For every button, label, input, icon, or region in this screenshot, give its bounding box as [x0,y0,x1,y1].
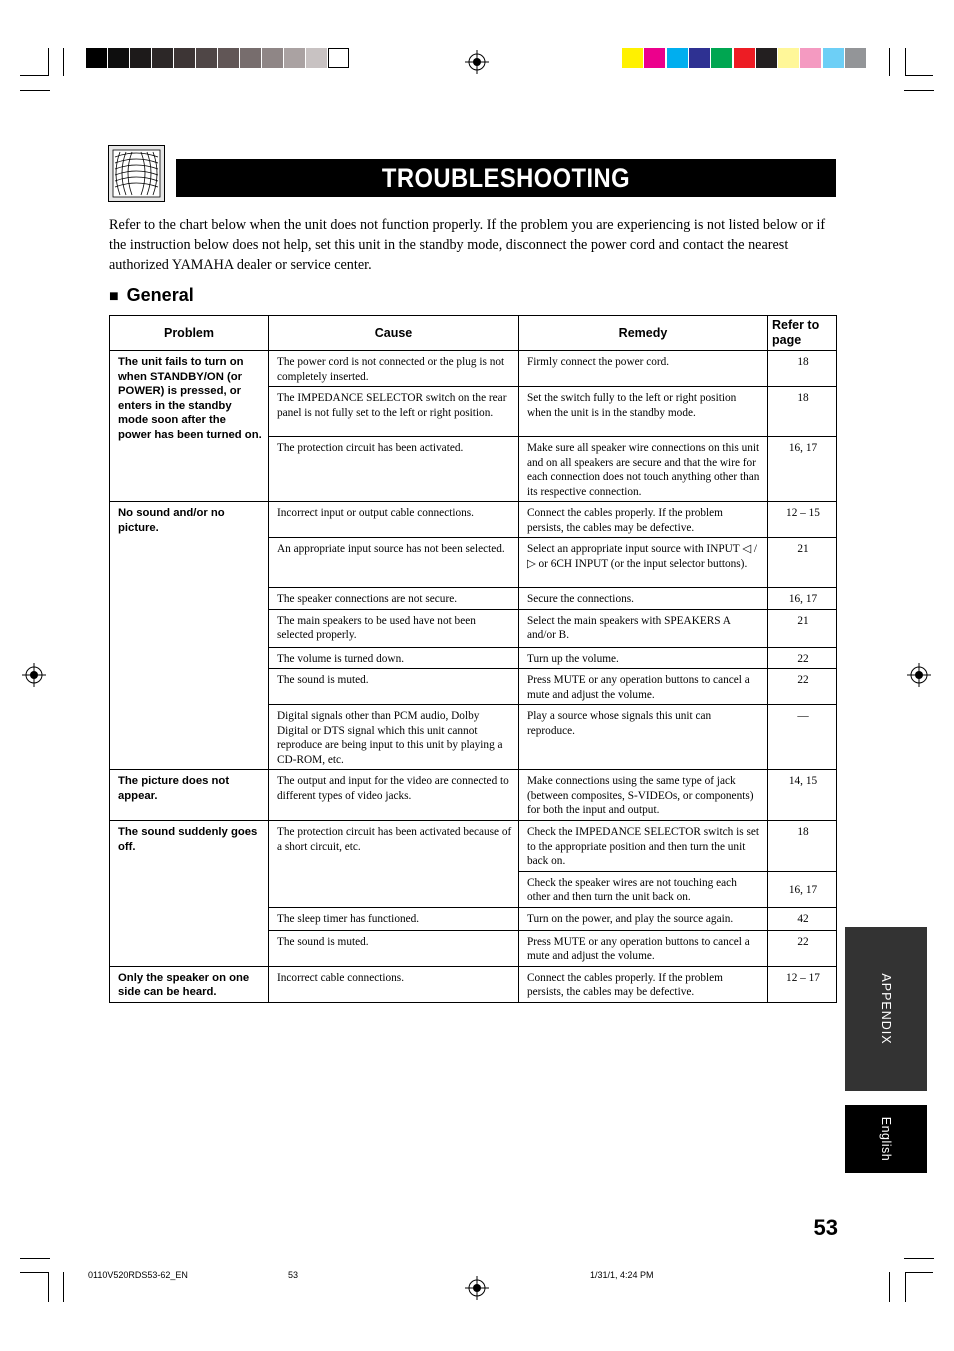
troubleshooting-table [109,315,837,1003]
remedy-cell: Connect the cables properly. If the problem persists, the cables may be defective. [519,502,768,538]
square-bullet-icon: ■ [109,288,119,305]
page-ref-cell: 12 – 17 [768,966,837,1002]
gray-swatch [196,48,217,68]
cause-cell: Incorrect cable connections. [269,966,519,1002]
remedy-cell: Set the switch fully to the left or right position when the unit is in the standby mode. [519,387,768,437]
page-ref-cell: 16, 17 [768,437,837,502]
page-ref-cell: 18 [768,351,837,387]
crop-mark [48,1272,49,1302]
registration-mark-icon [465,1276,489,1300]
crop-mark [889,48,890,76]
cause-cell: Incorrect input or output cable connections. [269,502,519,538]
footer-page: 53 [288,1270,299,1280]
crop-mark [48,48,49,76]
remedy-cell: Make sure all speaker wire connections on this unit and on all speakers are secure and that the wire for each connection does not touch anything other than its respective connection. [519,437,768,502]
header-refer-to-page: Refer to page [768,316,837,351]
side-tab-appendix-label: APPENDIX [879,973,893,1045]
problem-cell: The picture does not appear. [110,770,269,821]
color-swatch [644,48,665,68]
crop-mark [905,1272,906,1302]
color-swatch [667,48,688,68]
side-tab-english-label: English [879,1116,893,1162]
remedy-cell: Press MUTE or any operation buttons to cancel a mute and adjust the volume. [519,930,768,966]
remedy-cell: Turn up the volume. [519,647,768,669]
problem-cell: The sound suddenly goes off. [110,821,269,967]
cause-cell: The sound is muted. [269,669,519,705]
remedy-cell: Secure the connections. [519,588,768,610]
remedy-cell: Firmly connect the power cord. [519,351,768,387]
table-row [110,966,837,1002]
crop-mark [889,1272,890,1302]
crop-mark [20,1272,48,1273]
page-ref-cell: — [768,705,837,770]
gray-swatch [218,48,239,68]
header-problem: Problem [110,316,269,351]
remedy-cell: Select an appropriate input source with INPUT ◁ / ▷ or 6CH INPUT (or the input selector buttons). [519,538,768,588]
color-swatch [823,48,844,68]
remedy-cell: Select the main speakers with SPEAKERS A and/or B. [519,609,768,647]
cause-cell: The speaker connections are not secure. [269,588,519,610]
cause-cell: The protection circuit has been activated because of a short circuit, etc. [269,821,519,908]
page-ref-cell: 18 [768,387,837,437]
color-swatch [845,48,866,68]
page-ref-cell: 16, 17 [768,871,837,907]
remedy-cell: Turn on the power, and play the source again. [519,907,768,930]
header-cause: Cause [269,316,519,351]
cause-cell: The sound is muted. [269,930,519,966]
cause-cell: The IMPEDANCE SELECTOR switch on the rear panel is not fully set to the left or right position. [269,387,519,437]
gray-swatch [284,48,305,68]
side-tab-english [845,1105,927,1173]
section-heading [109,285,194,306]
page-number: 53 [813,1215,838,1240]
intro-paragraph: Refer to the chart below when the unit does not function properly. If the problem you are experiencing is not listed below or if the instruction below does not help, set this unit in the standby mode, disconnect the power cord and contact the nearest authorized YAMAHA dealer or service center. [109,217,826,273]
color-swatch [622,48,643,68]
header-remedy: Remedy [519,316,768,351]
crop-mark [904,1258,934,1259]
table-row [110,502,837,538]
page-title-text: TROUBLESHOOTING [381,163,631,193]
cause-cell: The output and input for the video are connected to different types of video jacks. [269,770,519,821]
page-ref-cell: 22 [768,930,837,966]
crop-mark [20,90,50,91]
page-ref-cell: 22 [768,669,837,705]
remedy-cell: Check the IMPEDANCE SELECTOR switch is set to the appropriate position and then turn the unit back on. [519,821,768,872]
section-title: General [126,285,194,305]
gray-swatch [328,48,349,68]
registration-mark-icon [22,663,46,687]
problem-cell: Only the speaker on one side can be heard. [110,966,269,1002]
crop-mark [63,1272,64,1302]
cause-cell: Digital signals other than PCM audio, Dolby Digital or DTS signal which this unit cannot reproduce are being input to this unit by playing a CD-ROM, etc. [269,705,519,770]
page-title [176,159,836,197]
page-ref-cell: 14, 15 [768,770,837,821]
page-ref-cell: 16, 17 [768,588,837,610]
crop-mark [905,75,933,76]
cause-cell: The power cord is not connected or the plug is not completely inserted. [269,351,519,387]
crop-mark [63,48,64,76]
crop-mark [905,48,906,76]
gray-swatch [240,48,261,68]
side-tab-appendix [845,927,927,1091]
color-swatch [689,48,710,68]
crop-mark [20,1258,50,1259]
table-row [110,821,837,872]
page-ref-cell: 42 [768,907,837,930]
footer-code: 0110V520RDS53-62_EN [88,1270,188,1280]
page-ref-cell: 12 – 15 [768,502,837,538]
crop-mark [904,90,934,91]
table-row [110,351,837,387]
color-swatch [711,48,732,68]
problem-cell: The unit fails to turn on when STANDBY/ON (or POWER) is pressed, or enters in the standby mode soon after the power has been turned on. [110,351,269,502]
remedy-cell: Play a source whose signals this unit can reproduce. [519,705,768,770]
remedy-cell: Connect the cables properly. If the problem persists, the cables may be defective. [519,966,768,1002]
color-swatch [756,48,777,68]
color-swatch [778,48,799,68]
crop-mark [20,75,48,76]
cause-cell: The volume is turned down. [269,647,519,669]
gray-swatch [152,48,173,68]
cause-cell: The main speakers to be used have not been selected properly. [269,609,519,647]
table-header-row [110,316,837,351]
color-swatch [734,48,755,68]
gray-swatch [86,48,107,68]
remedy-cell: Press MUTE or any operation buttons to cancel a mute and adjust the volume. [519,669,768,705]
gray-swatch [306,48,327,68]
remedy-cell: Make connections using the same type of jack (between composites, S-VIDEOs, or components) for both the input and output. [519,770,768,821]
color-swatch [800,48,821,68]
troubleshooting-section-icon [108,145,165,202]
page-ref-cell: 22 [768,647,837,669]
table-row [110,770,837,821]
page-ref-cell: 21 [768,609,837,647]
cause-cell: The sleep timer has functioned. [269,907,519,930]
page-ref-cell: 18 [768,821,837,872]
crop-mark [905,1272,933,1273]
gray-swatch [262,48,283,68]
remedy-cell: Check the speaker wires are not touching each other and then turn the unit back on. [519,871,768,907]
cause-cell: The protection circuit has been activated. [269,437,519,502]
cause-cell: An appropriate input source has not been selected. [269,538,519,588]
gray-swatch [108,48,129,68]
problem-cell: No sound and/or no picture. [110,502,269,770]
gray-swatch [130,48,151,68]
footer-date: 1/31/1, 4:24 PM [590,1270,654,1280]
registration-mark-icon [465,50,489,74]
registration-mark-icon [907,663,931,687]
page-ref-cell: 21 [768,538,837,588]
gray-swatch [174,48,195,68]
